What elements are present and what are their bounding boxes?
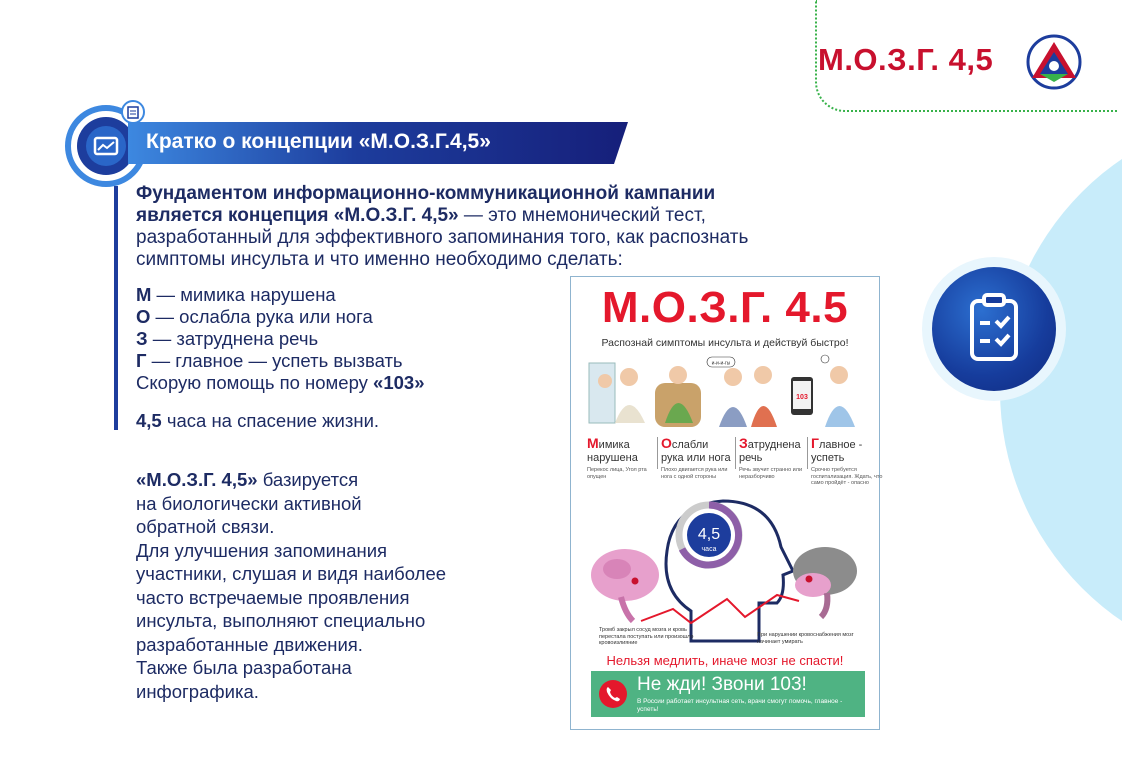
speech-bubble-text: и-и-и-гы: [711, 360, 731, 367]
symptoms-illustration: [585, 353, 867, 433]
call-title: Не жди! Звони 103!: [637, 674, 807, 695]
poster-note-3: Речь звучит странно или неразборчиво: [739, 467, 803, 480]
concept-paragraph: «М.О.З.Г. 4,5» базируется на биологически активной обратной связи. Для улучшения запоминания участники, слушая и видя наиболее часто встречаемые проявления инсульта, выполняют специально разработанные движения. Также была разработана инфографика.: [136, 469, 447, 702]
intro-rest: — это мнемонический тест, разработанный для эффективного запоминания того, как распознать симптомы инсульта и что именно необходимо сделать:: [136, 205, 749, 270]
clipboard-checklist-icon: [932, 267, 1056, 391]
triangle-emblem-icon: [1025, 33, 1083, 91]
intro-paragraph: [136, 183, 776, 271]
infographic-poster: [570, 276, 883, 730]
clipboard-checklist-badge: [932, 267, 1056, 391]
poster-col-mimika: Мимика нарушена: [587, 435, 638, 464]
mnemonic-item-m: М — мимика нарушена: [136, 284, 336, 305]
phone-screen-number: 103: [796, 394, 808, 401]
intro-bold: Фундаментом информационно-коммуникационной кампании является концепция «М.О.З.Г. 4,5»: [136, 183, 716, 226]
poster-col-glavnoe: Главное - успеть: [811, 435, 863, 464]
poster-caption-right: При нарушении кровоснабжения мозг начинает умирать: [757, 632, 854, 645]
phone-icon: [599, 680, 627, 708]
accent-bar: [114, 186, 118, 430]
poster-subtitle: Распознай симптомы инсульта и действуй быстро!: [601, 337, 849, 349]
poster-note-1: Перекос лица, Угол рта опущен: [587, 467, 647, 480]
call-number: «103»: [373, 372, 425, 393]
poster-divider: [657, 437, 658, 469]
mnemonic-item-o: О — ослабла рука или нога: [136, 306, 373, 327]
poster-warning: Нельзя медлить, иначе мозг не спасти!: [606, 653, 844, 668]
call-text: В России работает инсультная сеть, врачи смогут помочь, главное - успеть!: [637, 698, 843, 713]
clock-unit: часа: [701, 546, 717, 553]
brand-title: М.О.З.Г. 4,5: [818, 42, 994, 77]
poster-caption-left: Тромб закрыл сосуд мозга и кровь перестала поступать или произошло кровоизлияние: [599, 627, 694, 646]
section-title: Кратко о концепции «М.О.З.Г.4,5»: [146, 130, 491, 153]
mnemonic-item-z: З — затруднена речь: [136, 328, 319, 349]
time-line: 4,5 часа на спасение жизни.: [136, 410, 380, 431]
mnemonic-item-g: Г — главное — успеть вызвать: [136, 350, 403, 371]
poster-call-banner: [591, 671, 865, 717]
poster-col-oslabli: Ослабли рука или нога: [661, 435, 731, 464]
poster-title: М.О.З.Г. 4.5: [601, 283, 849, 332]
clock-value: 4,5: [697, 526, 721, 543]
poster-col-zatrudnena: Затруднена речь: [739, 435, 801, 464]
poster-note-2: Плохо двигается рука или нога с одной стороны: [661, 467, 728, 480]
poster-note-4: Срочно требуется госпитализация. Ждать, что само пройдёт - опасно: [811, 467, 883, 486]
mnemonic-list: [136, 284, 425, 394]
call-line: Скорую помощь по номеру «103»: [136, 372, 425, 393]
poster-divider: [807, 437, 808, 469]
poster-divider: [735, 437, 736, 469]
